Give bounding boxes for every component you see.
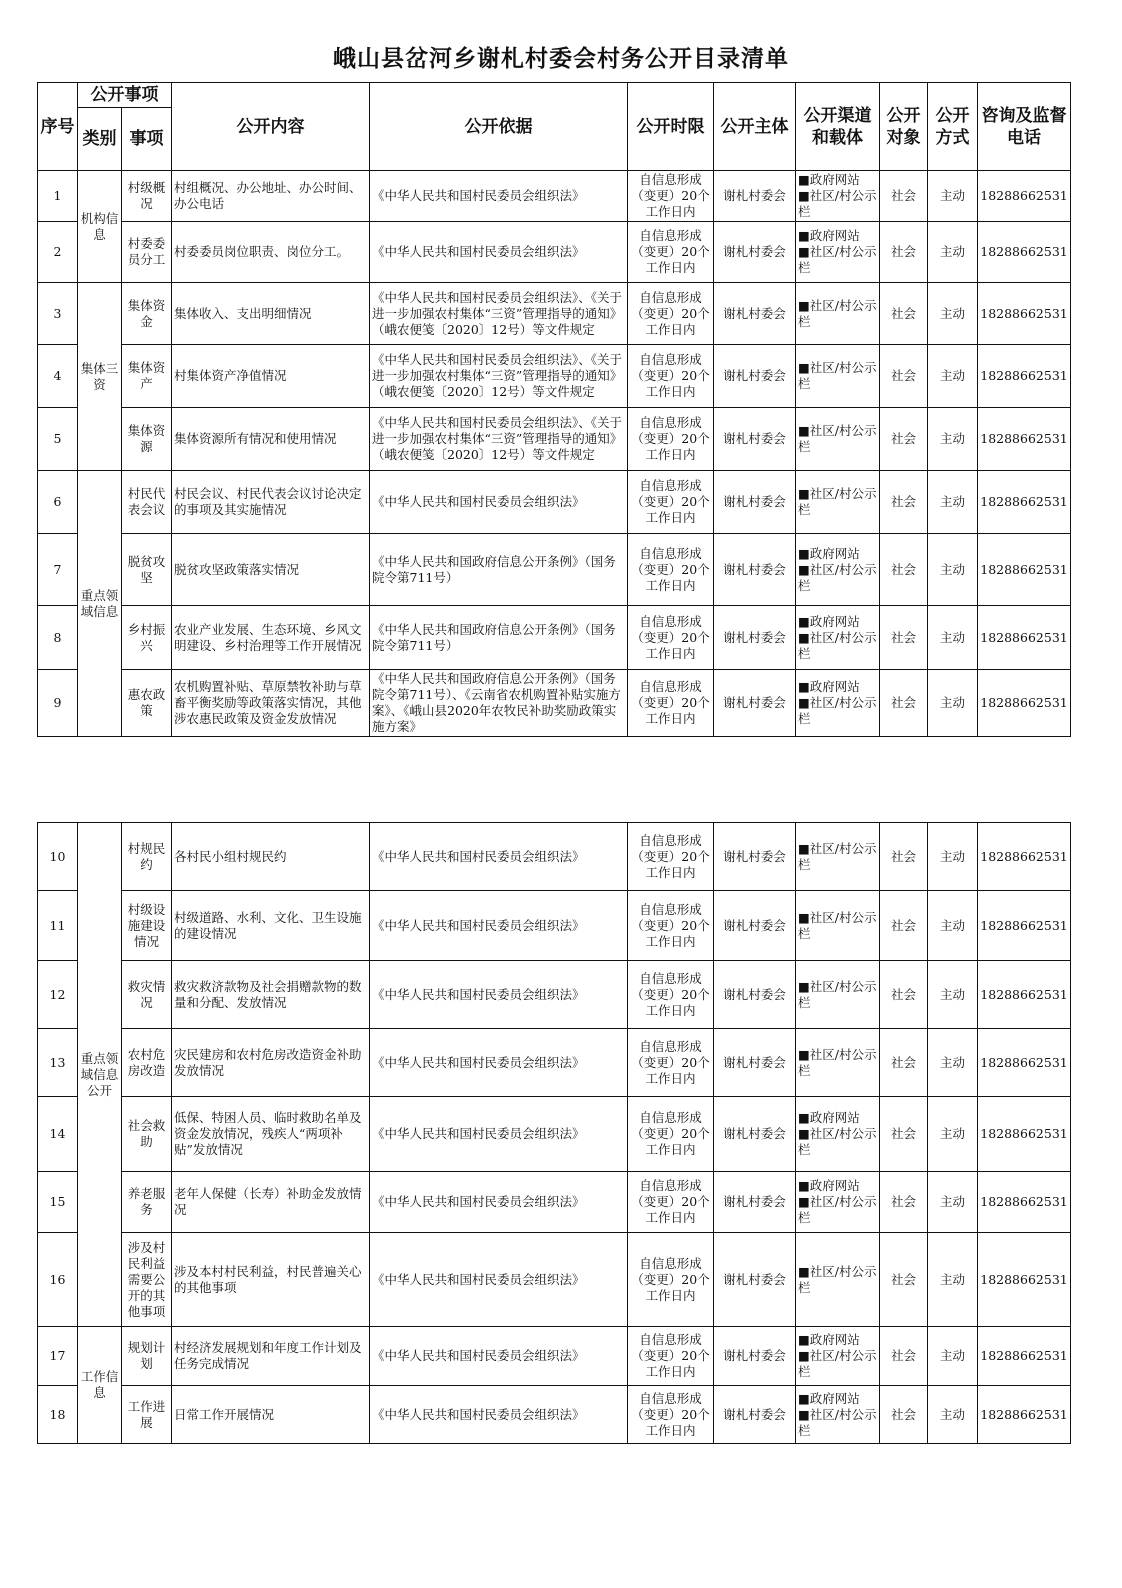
row-number: 11 <box>38 891 78 961</box>
row-number: 5 <box>38 408 78 471</box>
basis-cell: 《中华人民共和国村民委员会组织法》 <box>370 823 628 891</box>
table-row <box>38 534 1071 606</box>
row-number: 17 <box>38 1327 78 1386</box>
header-content: 公开内容 <box>172 83 370 171</box>
disclosure-table-part-2 <box>37 822 1071 1444</box>
row-number: 14 <box>38 1097 78 1172</box>
row-number: 8 <box>38 606 78 670</box>
phone-cell: 18288662531 <box>978 222 1071 283</box>
channel-cell: ■政府网站 ■社区/村公示栏 <box>796 222 880 283</box>
item-cell: 村民代表会议 <box>122 471 172 534</box>
content-cell: 村集体资产净值情况 <box>172 345 370 408</box>
header-time: 公开时限 <box>628 83 714 171</box>
channel-cell: ■政府网站 ■社区/村公示栏 <box>796 534 880 606</box>
target-cell: 社会 <box>880 891 928 961</box>
item-cell: 乡村振兴 <box>122 606 172 670</box>
item-cell: 农村危房改造 <box>122 1029 172 1097</box>
subject-cell: 谢札村委会 <box>714 408 796 471</box>
basis-cell: 《中华人民共和国村民委员会组织法》 <box>370 1233 628 1327</box>
basis-cell: 《中华人民共和国村民委员会组织法》 <box>370 961 628 1029</box>
item-cell: 救灾情况 <box>122 961 172 1029</box>
phone-cell: 18288662531 <box>978 171 1071 222</box>
item-cell: 村规民约 <box>122 823 172 891</box>
subject-cell: 谢札村委会 <box>714 1386 796 1444</box>
table-row <box>38 1386 1071 1444</box>
method-cell: 主动 <box>928 283 978 345</box>
phone-cell: 18288662531 <box>978 283 1071 345</box>
target-cell: 社会 <box>880 823 928 891</box>
method-cell: 主动 <box>928 534 978 606</box>
channel-cell: ■社区/村公示栏 <box>796 345 880 408</box>
content-cell: 灾民建房和农村危房改造资金补助发放情况 <box>172 1029 370 1097</box>
time-cell: 自信息形成（变更）20个工作日内 <box>628 961 714 1029</box>
channel-cell: ■社区/村公示栏 <box>796 408 880 471</box>
table-row <box>38 471 1071 534</box>
channel-cell: ■社区/村公示栏 <box>796 961 880 1029</box>
target-cell: 社会 <box>880 1097 928 1172</box>
basis-cell: 《中华人民共和国村民委员会组织法》、《关于进一步加强农村集体“三资”管理指导的通知》（峨农便笺〔2020〕12号）等文件规定 <box>370 283 628 345</box>
channel-cell: ■社区/村公示栏 <box>796 471 880 534</box>
time-cell: 自信息形成（变更）20个工作日内 <box>628 1172 714 1233</box>
target-cell: 社会 <box>880 1172 928 1233</box>
content-cell: 农业产业发展、生态环境、乡风文明建设、乡村治理等工作开展情况 <box>172 606 370 670</box>
disclosure-table-part-1 <box>37 82 1071 737</box>
basis-cell: 《中华人民共和国村民委员会组织法》 <box>370 1327 628 1386</box>
item-cell: 惠农政策 <box>122 670 172 737</box>
subject-cell: 谢札村委会 <box>714 1029 796 1097</box>
table-row <box>38 345 1071 408</box>
row-number: 13 <box>38 1029 78 1097</box>
row-number: 15 <box>38 1172 78 1233</box>
target-cell: 社会 <box>880 961 928 1029</box>
item-cell: 脱贫攻坚 <box>122 534 172 606</box>
table-row <box>38 1029 1071 1097</box>
row-number: 16 <box>38 1233 78 1327</box>
time-cell: 自信息形成（变更）20个工作日内 <box>628 1233 714 1327</box>
table-row <box>38 606 1071 670</box>
basis-cell: 《中华人民共和国村民委员会组织法》、《关于进一步加强农村集体“三资”管理指导的通知》（峨农便笺〔2020〕12号）等文件规定 <box>370 408 628 471</box>
method-cell: 主动 <box>928 1233 978 1327</box>
subject-cell: 谢札村委会 <box>714 1097 796 1172</box>
basis-cell: 《中华人民共和国村民委员会组织法》 <box>370 891 628 961</box>
time-cell: 自信息形成（变更）20个工作日内 <box>628 171 714 222</box>
header-basis: 公开依据 <box>370 83 628 171</box>
channel-cell: ■政府网站 ■社区/村公示栏 <box>796 670 880 737</box>
content-cell: 村委委员岗位职责、岗位分工。 <box>172 222 370 283</box>
item-cell: 集体资产 <box>122 345 172 408</box>
time-cell: 自信息形成（变更）20个工作日内 <box>628 222 714 283</box>
header-public-items: 公开事项 <box>78 83 172 108</box>
subject-cell: 谢札村委会 <box>714 471 796 534</box>
channel-cell: ■社区/村公示栏 <box>796 823 880 891</box>
header-method: 公开方式 <box>928 83 978 171</box>
table-row <box>38 891 1071 961</box>
content-cell: 村组概况、办公地址、办公时间、办公电话 <box>172 171 370 222</box>
category-cell: 工作信息 <box>78 1327 122 1444</box>
header-item: 事项 <box>122 108 172 171</box>
basis-cell: 《中华人民共和国政府信息公开条例》（国务院令第711号） <box>370 606 628 670</box>
time-cell: 自信息形成（变更）20个工作日内 <box>628 891 714 961</box>
category-cell: 重点领域信息 <box>78 471 122 737</box>
content-cell: 集体资源所有情况和使用情况 <box>172 408 370 471</box>
method-cell: 主动 <box>928 1386 978 1444</box>
basis-cell: 《中华人民共和国政府信息公开条例》（国务院令第711号） <box>370 534 628 606</box>
table-row <box>38 961 1071 1029</box>
time-cell: 自信息形成（变更）20个工作日内 <box>628 408 714 471</box>
method-cell: 主动 <box>928 670 978 737</box>
item-cell: 村级设施建设情况 <box>122 891 172 961</box>
subject-cell: 谢札村委会 <box>714 345 796 408</box>
time-cell: 自信息形成（变更）20个工作日内 <box>628 471 714 534</box>
target-cell: 社会 <box>880 670 928 737</box>
time-cell: 自信息形成（变更）20个工作日内 <box>628 283 714 345</box>
content-cell: 集体收入、支出明细情况 <box>172 283 370 345</box>
basis-cell: 《中华人民共和国政府信息公开条例》（国务院令第711号）、《云南省农机购置补贴实施方案》、《峨山县2020年农牧民补助奖励政策实施方案》 <box>370 670 628 737</box>
row-number: 6 <box>38 471 78 534</box>
target-cell: 社会 <box>880 171 928 222</box>
method-cell: 主动 <box>928 1172 978 1233</box>
row-number: 3 <box>38 283 78 345</box>
target-cell: 社会 <box>880 1233 928 1327</box>
row-number: 12 <box>38 961 78 1029</box>
basis-cell: 《中华人民共和国村民委员会组织法》 <box>370 1097 628 1172</box>
table-row <box>38 222 1071 283</box>
phone-cell: 18288662531 <box>978 891 1071 961</box>
phone-cell: 18288662531 <box>978 961 1071 1029</box>
header-phone: 咨询及监督电话 <box>978 83 1071 171</box>
channel-cell: ■政府网站 ■社区/村公示栏 <box>796 606 880 670</box>
content-cell: 各村民小组村规民约 <box>172 823 370 891</box>
target-cell: 社会 <box>880 222 928 283</box>
header-target: 公开对象 <box>880 83 928 171</box>
channel-cell: ■社区/村公示栏 <box>796 891 880 961</box>
table-row <box>38 1233 1071 1327</box>
target-cell: 社会 <box>880 1386 928 1444</box>
content-cell: 日常工作开展情况 <box>172 1386 370 1444</box>
header-subject: 公开主体 <box>714 83 796 171</box>
time-cell: 自信息形成（变更）20个工作日内 <box>628 823 714 891</box>
content-cell: 农机购置补贴、草原禁牧补助与草畜平衡奖励等政策落实情况，其他涉农惠民政策及资金发放情况 <box>172 670 370 737</box>
time-cell: 自信息形成（变更）20个工作日内 <box>628 670 714 737</box>
phone-cell: 18288662531 <box>978 1097 1071 1172</box>
table-row <box>38 408 1071 471</box>
item-cell: 村委委员分工 <box>122 222 172 283</box>
subject-cell: 谢札村委会 <box>714 283 796 345</box>
channel-cell: ■社区/村公示栏 <box>796 1029 880 1097</box>
item-cell: 养老服务 <box>122 1172 172 1233</box>
basis-cell: 《中华人民共和国村民委员会组织法》 <box>370 222 628 283</box>
channel-cell: ■政府网站 ■社区/村公示栏 <box>796 1327 880 1386</box>
header-category: 类别 <box>78 108 122 171</box>
table-row <box>38 1172 1071 1233</box>
basis-cell: 《中华人民共和国村民委员会组织法》、《关于进一步加强农村集体“三资”管理指导的通知》（峨农便笺〔2020〕12号）等文件规定 <box>370 345 628 408</box>
item-cell: 规划计划 <box>122 1327 172 1386</box>
category-cell: 重点领域信息公开 <box>78 823 122 1327</box>
phone-cell: 18288662531 <box>978 471 1071 534</box>
phone-cell: 18288662531 <box>978 408 1071 471</box>
method-cell: 主动 <box>928 171 978 222</box>
channel-cell: ■政府网站 ■社区/村公示栏 <box>796 1386 880 1444</box>
subject-cell: 谢札村委会 <box>714 1172 796 1233</box>
phone-cell: 18288662531 <box>978 1233 1071 1327</box>
item-cell: 涉及村民利益需要公开的其他事项 <box>122 1233 172 1327</box>
table-row <box>38 823 1071 891</box>
category-cell: 机构信息 <box>78 171 122 283</box>
channel-cell: ■社区/村公示栏 <box>796 1233 880 1327</box>
subject-cell: 谢札村委会 <box>714 606 796 670</box>
row-number: 9 <box>38 670 78 737</box>
subject-cell: 谢札村委会 <box>714 1233 796 1327</box>
table-row <box>38 670 1071 737</box>
phone-cell: 18288662531 <box>978 345 1071 408</box>
item-cell: 集体资金 <box>122 283 172 345</box>
method-cell: 主动 <box>928 471 978 534</box>
basis-cell: 《中华人民共和国村民委员会组织法》 <box>370 1386 628 1444</box>
method-cell: 主动 <box>928 891 978 961</box>
subject-cell: 谢札村委会 <box>714 670 796 737</box>
time-cell: 自信息形成（变更）20个工作日内 <box>628 345 714 408</box>
method-cell: 主动 <box>928 222 978 283</box>
channel-cell: ■政府网站 ■社区/村公示栏 <box>796 1172 880 1233</box>
subject-cell: 谢札村委会 <box>714 534 796 606</box>
row-number: 2 <box>38 222 78 283</box>
method-cell: 主动 <box>928 345 978 408</box>
basis-cell: 《中华人民共和国村民委员会组织法》 <box>370 471 628 534</box>
row-number: 4 <box>38 345 78 408</box>
target-cell: 社会 <box>880 408 928 471</box>
phone-cell: 18288662531 <box>978 1386 1071 1444</box>
item-cell: 村级概况 <box>122 171 172 222</box>
phone-cell: 18288662531 <box>978 1327 1071 1386</box>
method-cell: 主动 <box>928 823 978 891</box>
category-cell: 集体三资 <box>78 283 122 471</box>
page-title: 峨山县岔河乡谢札村委会村务公开目录清单 <box>333 45 789 72</box>
subject-cell: 谢札村委会 <box>714 222 796 283</box>
phone-cell: 18288662531 <box>978 1172 1071 1233</box>
target-cell: 社会 <box>880 1029 928 1097</box>
content-cell: 村级道路、水利、文化、卫生设施的建设情况 <box>172 891 370 961</box>
basis-cell: 《中华人民共和国村民委员会组织法》 <box>370 1172 628 1233</box>
content-cell: 低保、特困人员、临时救助名单及资金发放情况，残疾人“两项补贴”发放情况 <box>172 1097 370 1172</box>
time-cell: 自信息形成（变更）20个工作日内 <box>628 534 714 606</box>
target-cell: 社会 <box>880 534 928 606</box>
phone-cell: 18288662531 <box>978 1029 1071 1097</box>
table-row <box>38 1327 1071 1386</box>
row-number: 18 <box>38 1386 78 1444</box>
content-cell: 脱贫攻坚政策落实情况 <box>172 534 370 606</box>
subject-cell: 谢札村委会 <box>714 823 796 891</box>
item-cell: 集体资源 <box>122 408 172 471</box>
row-number: 1 <box>38 171 78 222</box>
content-cell: 救灾救济款物及社会捐赠款物的数量和分配、发放情况 <box>172 961 370 1029</box>
target-cell: 社会 <box>880 283 928 345</box>
content-cell: 村经济发展规划和年度工作计划及任务完成情况 <box>172 1327 370 1386</box>
method-cell: 主动 <box>928 961 978 1029</box>
target-cell: 社会 <box>880 606 928 670</box>
target-cell: 社会 <box>880 471 928 534</box>
target-cell: 社会 <box>880 1327 928 1386</box>
method-cell: 主动 <box>928 606 978 670</box>
time-cell: 自信息形成（变更）20个工作日内 <box>628 1386 714 1444</box>
subject-cell: 谢札村委会 <box>714 1327 796 1386</box>
method-cell: 主动 <box>928 1327 978 1386</box>
content-cell: 老年人保健（长寿）补助金发放情况 <box>172 1172 370 1233</box>
basis-cell: 《中华人民共和国村民委员会组织法》 <box>370 1029 628 1097</box>
item-cell: 工作进展 <box>122 1386 172 1444</box>
phone-cell: 18288662531 <box>978 606 1071 670</box>
phone-cell: 18288662531 <box>978 534 1071 606</box>
phone-cell: 18288662531 <box>978 670 1071 737</box>
time-cell: 自信息形成（变更）20个工作日内 <box>628 606 714 670</box>
row-number: 7 <box>38 534 78 606</box>
phone-cell: 18288662531 <box>978 823 1071 891</box>
item-cell: 社会救助 <box>122 1097 172 1172</box>
row-number: 10 <box>38 823 78 891</box>
channel-cell: ■政府网站 ■社区/村公示栏 <box>796 171 880 222</box>
subject-cell: 谢札村委会 <box>714 171 796 222</box>
time-cell: 自信息形成（变更）20个工作日内 <box>628 1097 714 1172</box>
channel-cell: ■社区/村公示栏 <box>796 283 880 345</box>
header-channel: 公开渠道和载体 <box>796 83 880 171</box>
method-cell: 主动 <box>928 408 978 471</box>
channel-cell: ■政府网站 ■社区/村公示栏 <box>796 1097 880 1172</box>
header-seq: 序号 <box>38 83 78 171</box>
time-cell: 自信息形成（变更）20个工作日内 <box>628 1029 714 1097</box>
table-row <box>38 171 1071 222</box>
subject-cell: 谢札村委会 <box>714 891 796 961</box>
table-row <box>38 1097 1071 1172</box>
time-cell: 自信息形成（变更）20个工作日内 <box>628 1327 714 1386</box>
content-cell: 涉及本村村民利益，村民普遍关心的其他事项 <box>172 1233 370 1327</box>
table-row <box>38 283 1071 345</box>
content-cell: 村民会议、村民代表会议讨论决定的事项及其实施情况 <box>172 471 370 534</box>
method-cell: 主动 <box>928 1097 978 1172</box>
method-cell: 主动 <box>928 1029 978 1097</box>
basis-cell: 《中华人民共和国村民委员会组织法》 <box>370 171 628 222</box>
subject-cell: 谢札村委会 <box>714 961 796 1029</box>
target-cell: 社会 <box>880 345 928 408</box>
